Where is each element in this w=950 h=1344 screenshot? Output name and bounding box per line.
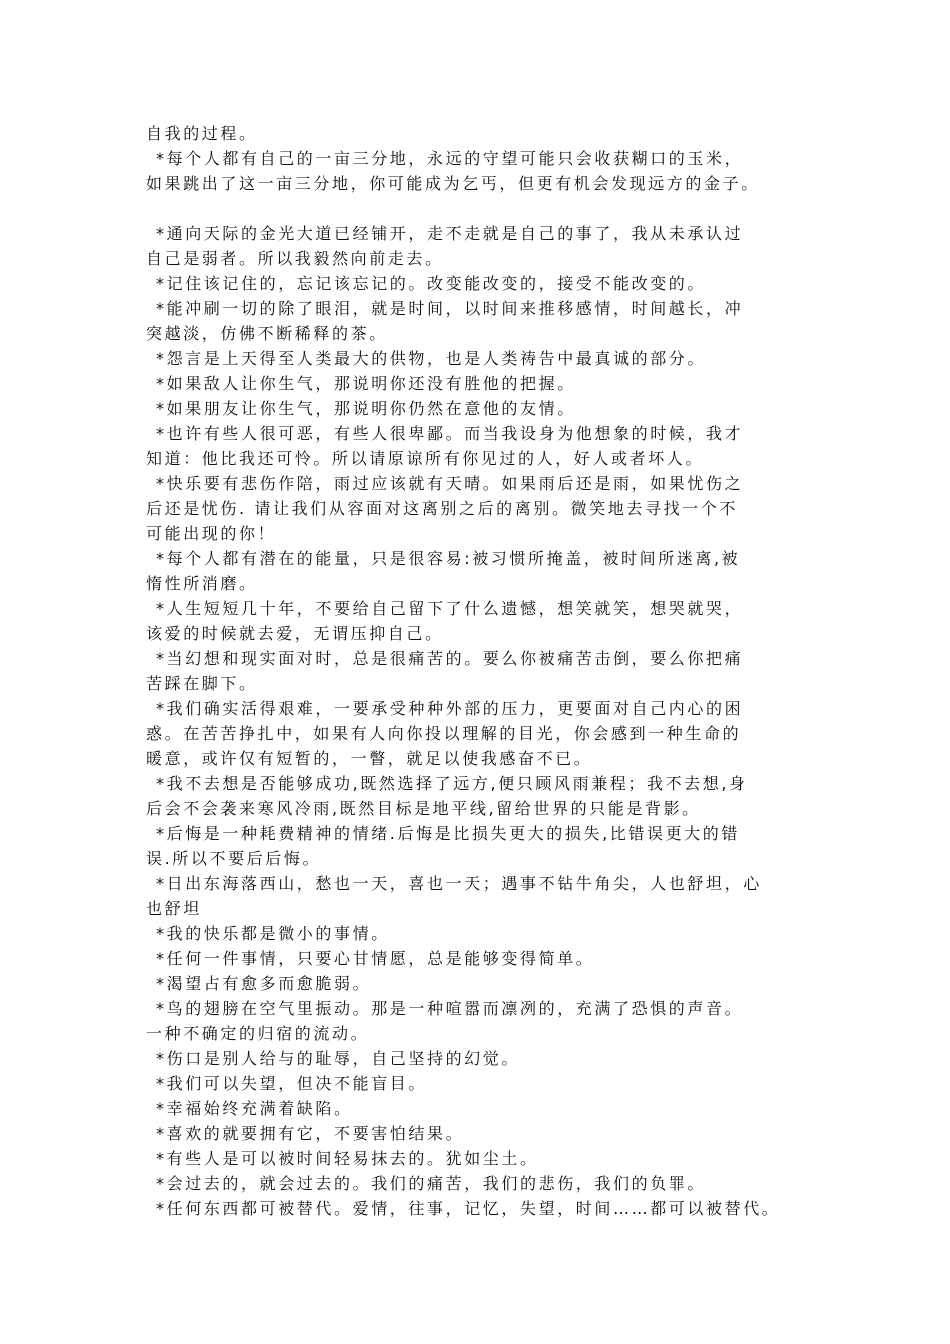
paragraph-line: 自我的过程。 [146,124,258,143]
paragraph-start-line: *喜欢的就要拥有它，不要害怕结果。 [156,1124,465,1143]
paragraph-start-line: *如果朋友让你生气，那说明你仍然在意他的友情。 [156,399,576,418]
paragraph-start-line: *每个人都有潜在的能量，只是很容易:被习惯所掩盖，被时间所迷离,被 [156,549,741,568]
paragraph-start-line: *也许有些人很可恶，有些人很卑鄙。而当我设身为他想象的时候，我才 [156,424,744,443]
paragraph-line: 暖意，或许仅有短暂的，一瞥，就足以使我感奋不已。 [146,749,593,768]
paragraph-start-line: *我们可以失望，但决不能盲目。 [156,1074,428,1093]
document-body [146,121,826,1221]
paragraph-line: 后会不会袭来寒风冷雨,既然目标是地平线,留给世界的只能是背影。 [146,799,701,818]
paragraph-line: 突越淡，仿佛不断稀释的茶。 [146,324,388,343]
paragraph-line: 知道：他比我还可怜。所以请原谅所有你见过的人，好人或者坏人。 [146,449,705,468]
paragraph-start-line: *伤口是别人给与的耻辱，自己坚持的幻觉。 [156,1049,521,1068]
blank-line [146,196,826,221]
paragraph-start-line: *我们确实活得艰难，一要承受种种外部的压力，更要面对自己内心的困 [156,699,744,718]
paragraph-line: 如果跳出了这一亩三分地，你可能成为乞丐，但更有机会发现远方的金子。 [146,174,760,193]
paragraph-start-line: *快乐要有悲伤作陪，雨过应该就有天晴。如果雨后还是雨，如果忧伤之 [156,474,744,493]
paragraph-start-line: *会过去的，就会过去的。我们的痛苦，我们的悲伤，我们的负罪。 [156,1174,707,1193]
paragraph-start-line: *鸟的翅膀在空气里振动。那是一种喧嚣而凛冽的，充满了恐惧的声音。 [156,999,744,1018]
paragraph-start-line: *每个人都有自己的一亩三分地，永远的守望可能只会收获糊口的玉米， [156,149,744,168]
paragraph-start-line: *后悔是一种耗费精神的情绪.后悔是比损失更大的损失,比错误更大的错 [156,824,740,843]
paragraph-start-line: *能冲刷一切的除了眼泪，就是时间，以时间来推移感情，时间越长，冲 [156,299,744,318]
paragraph-line: 后还是忧伤. 请让我们从容面对这离别之后的离别。微笑地去寻找一个不 [146,499,738,518]
paragraph-start-line: *通向天际的金光大道已经铺开，走不走就是自己的事了，我从未承认过 [156,224,744,243]
paragraph-line: 也舒坦 [146,899,202,918]
paragraph-line: 一种不确定的归宿的流动。 [146,1024,370,1043]
paragraph-line: 惑。在苦苦挣扎中，如果有人向你投以理解的目光，你会感到一种生命的 [146,724,742,743]
paragraph-line: 惰性所消磨。 [146,574,258,593]
paragraph-start-line: *如果敌人让你生气，那说明你还没有胜他的把握。 [156,374,576,393]
paragraph-line: 误.所以不要后后悔。 [146,849,322,868]
paragraph-line: 苦踩在脚下。 [146,674,258,693]
paragraph-start-line: *任何东西都可被替代。爱情，往事，记忆，失望，时间……都可以被替代。 [156,1199,781,1218]
paragraph-start-line: *怨言是上天得至人类最大的供物，也是人类祷告中最真诚的部分。 [156,349,707,368]
paragraph-start-line: *任何一件事情，只要心甘情愿，总是能够变得简单。 [156,949,595,968]
paragraph-start-line: *渴望占有愈多而愈脆弱。 [156,974,372,993]
paragraph-start-line: *日出东海落西山，愁也一天，喜也一天；遇事不钻牛角尖，人也舒坦，心 [156,874,762,893]
paragraph-start-line: *人生短短几十年，不要给自己留下了什么遗憾，想笑就笑，想哭就哭， [156,599,744,618]
paragraph-line: 自己是弱者。所以我毅然向前走去。 [146,249,444,268]
paragraph-start-line: *有些人是可以被时间轻易抹去的。犹如尘土。 [156,1149,539,1168]
paragraph-start-line: *我的快乐都是微小的事情。 [156,924,390,943]
paragraph-line: 该爱的时候就去爱，无谓压抑自己。 [146,624,444,643]
paragraph-line: 可能出现的你！ [146,524,277,543]
paragraph-start-line: *记住该记住的，忘记该忘记的。改变能改变的，接受不能改变的。 [156,274,707,293]
paragraph-start-line: *我不去想是否能够成功,既然选择了远方,便只顾风雨兼程；我不去想,身 [156,774,748,793]
paragraph-start-line: *当幻想和现实面对时，总是很痛苦的。要么你被痛苦击倒，要么你把痛 [156,649,744,668]
paragraph-start-line: *幸福始终充满着缺陷。 [156,1099,353,1118]
